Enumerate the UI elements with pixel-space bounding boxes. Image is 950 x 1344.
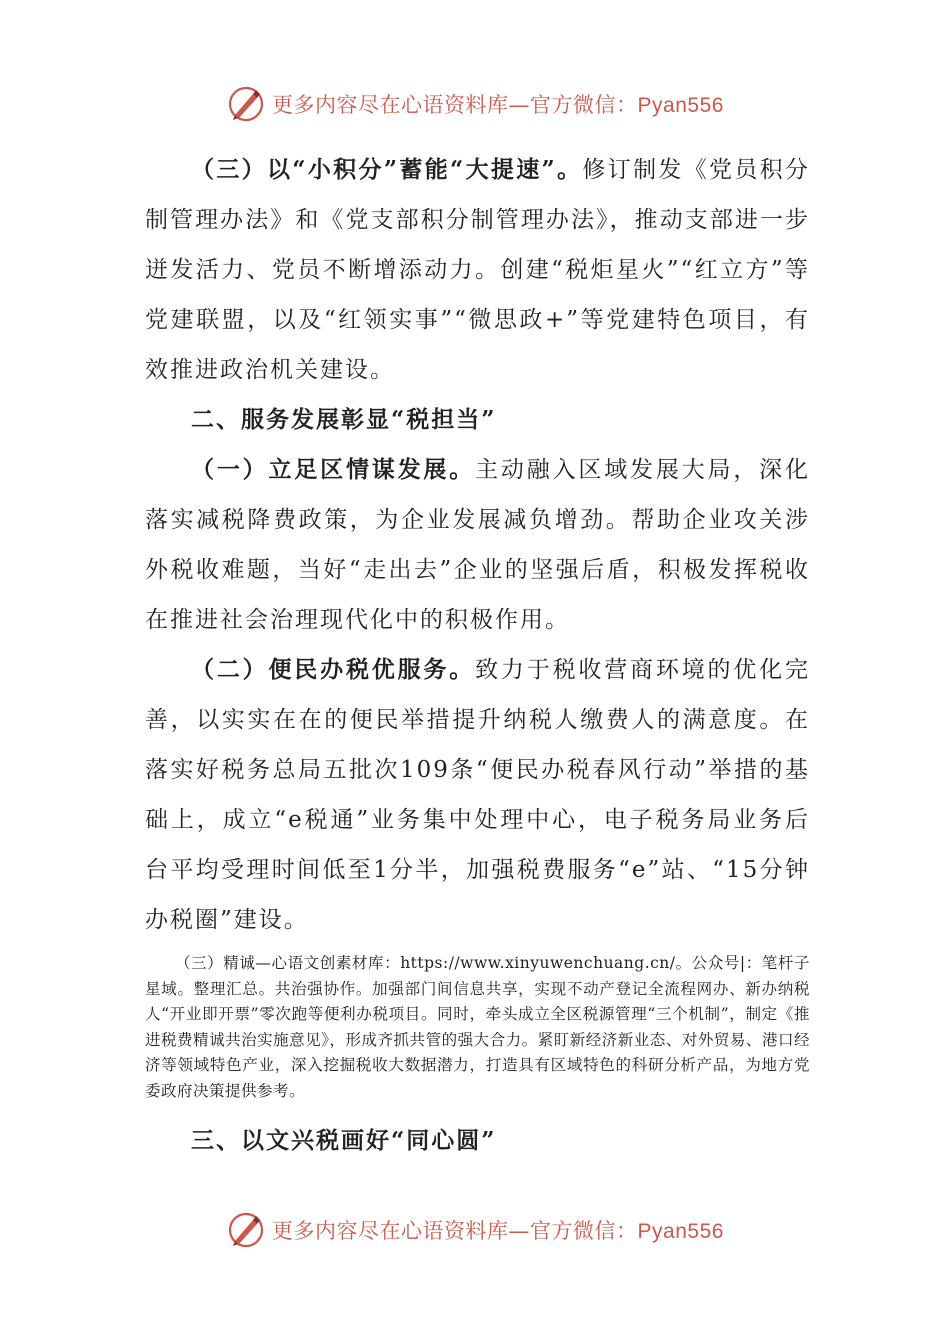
banner-wechat: Pyan556 xyxy=(637,1220,724,1243)
pen-logo-icon xyxy=(226,1210,266,1250)
section3-heading: 三、以文兴税画好“同心圆” xyxy=(191,1127,497,1154)
document-body xyxy=(145,145,810,1166)
paragraph-section2-item3: （三）精诚—心语文创素材库：https://www.xinyuwenchuang.cn/。公众号|：笔杆子星域。整理汇总。共治强协作。加强部门间信息共享，实现不动产登记全流程网办、新办纳税人“开业即开票”零次跑等便利办税项目。同时，牵头成立全区税源管理“三个机制”，制定《推进税费精诚共治实施意见》，形成齐抓共管的强大合力。紧盯新经济新业态、对外贸易、港口经济等领域特色产业，深入挖掘税收大数据潜力，打造具有区域特色的科研分析产品，为地方党委政府决策提供参考。 xyxy=(145,954,810,1100)
banner-text: 更多内容尽在心语资料库—官方微信：Pyan556 xyxy=(272,1219,724,1243)
item-title: （三）以“小积分”蓄能“大提速”。 xyxy=(191,156,583,183)
item-body: 致力于税收营商环境的优化完善，以实实在在的便民举措提升纳税人缴费人的满意度。在落实好税务总局五批次109条“便民办税春风行动”举措的基础上，成立“e税通”业务集中处理中心，电子税务局业务后台平均受理时间低至1分半，加强税费服务“e”站、“15分钟办税圈”建设。 xyxy=(145,657,811,933)
paragraph-section1-item3 xyxy=(145,145,810,395)
header-banner xyxy=(0,82,950,126)
section2-heading: 二、服务发展彰显“税担当” xyxy=(191,406,497,433)
pen-logo-icon xyxy=(226,84,266,124)
footer-banner xyxy=(0,1208,950,1252)
banner-wechat: Pyan556 xyxy=(637,94,724,117)
paragraph-section2-item2 xyxy=(145,645,810,945)
item-body: 修订制发《党员积分制管理办法》和《党支部积分制管理办法》，推动支部进一步迸发活力、党员不断增添动力。创建“税炬星火”“红立方”等党建联盟，以及“红领实事”“微思政+”等党建特色项目，有效推进政治机关建设。 xyxy=(145,157,811,383)
item-title: （一）立足区情谋发展。 xyxy=(191,456,476,483)
banner-text: 更多内容尽在心语资料库—官方微信：Pyan556 xyxy=(272,93,724,117)
paragraph-section2-item1 xyxy=(145,445,810,645)
item-body: 主动融入区域发展大局，深化落实减税降费政策，为企业发展减负增劲。帮助企业攻关涉外税收难题，当好“走出去”企业的坚强后盾，积极发挥税收在推进社会治理现代化中的积极作用。 xyxy=(145,457,811,633)
item-title: （二）便民办税优服务。 xyxy=(191,656,476,683)
